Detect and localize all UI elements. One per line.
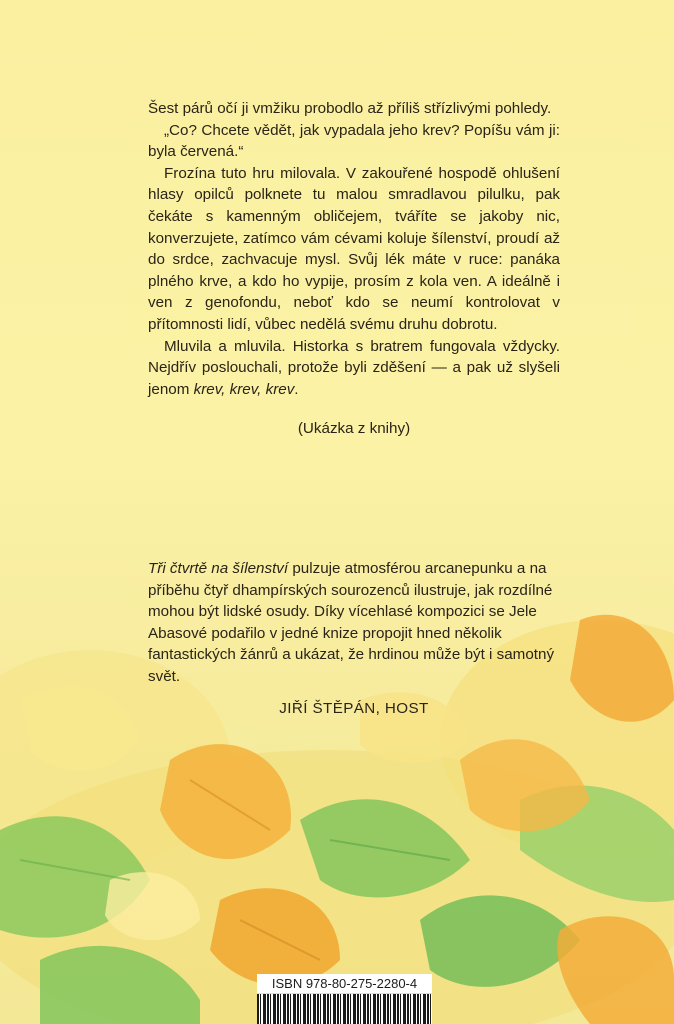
excerpt-paragraph-last [148, 336, 560, 401]
excerpt-paragraph: „Co? Chcete vědět, jak vypadala jeho krev? Popíšu vám ji: byla červená.“ [148, 121, 560, 161]
excerpt-last-text: Mluvila a mluvila. Historka s bratrem fungovala vždycky. Nejdřív poslouchali, protože byli zděšení — a pak už slyšeli jenom [148, 337, 560, 398]
book-title: Tři čtvrtě na šílenství [148, 560, 289, 577]
book-blurb [148, 558, 560, 719]
excerpt-last-italic: krev, krev, krev [193, 380, 295, 398]
excerpt-paragraph: Šest párů očí ji vmžiku probodlo až příliš střízlivými pohledy. [148, 100, 552, 117]
barcode [257, 994, 432, 1024]
excerpt-paragraph: Frozína tuto hru milovala. V zakouřené hospodě ohlušení hlasy opilců polknete tu malou smradlavou pilulku, pak čekáte s kamenným obličejem, tváříte se jakoby nic, konverzujete, zatímco vám cévami koluje šílenství, proudí až do srdce, zachvacuje mysl. Svůj lék máte v ruce: panáka plného krve, a kdo ho vypije, prosím z kola ven. A ideálně i ven z genofondu, neboť kdo se neumí kontrolovat v přítomnosti lidí, vůbec nedělá svému druhu dobrotu. [148, 164, 560, 333]
blurb-body: pulzuje atmosférou arcanepunku a na příběhu čtyř dhampírských sourozenců ilustruje, jak rozdílné mohou být lidské osudy. Díky vícehlasé kompozici se Jele Abasové podařilo v jedné knize propojit hned několik fantastických žánrů a ukázat, že hrdinou může být i samotný svět. [148, 560, 555, 685]
blurb-author: JIŘÍ ŠTĚPÁN, HOST [279, 699, 429, 717]
isbn-label: ISBN 978-80-275-2280-4 [257, 974, 432, 993]
excerpt-caption: (Ukázka z knihy) [297, 420, 411, 438]
blurb-text [148, 558, 560, 688]
book-excerpt [148, 98, 560, 440]
excerpt-last-end: . [294, 380, 299, 398]
